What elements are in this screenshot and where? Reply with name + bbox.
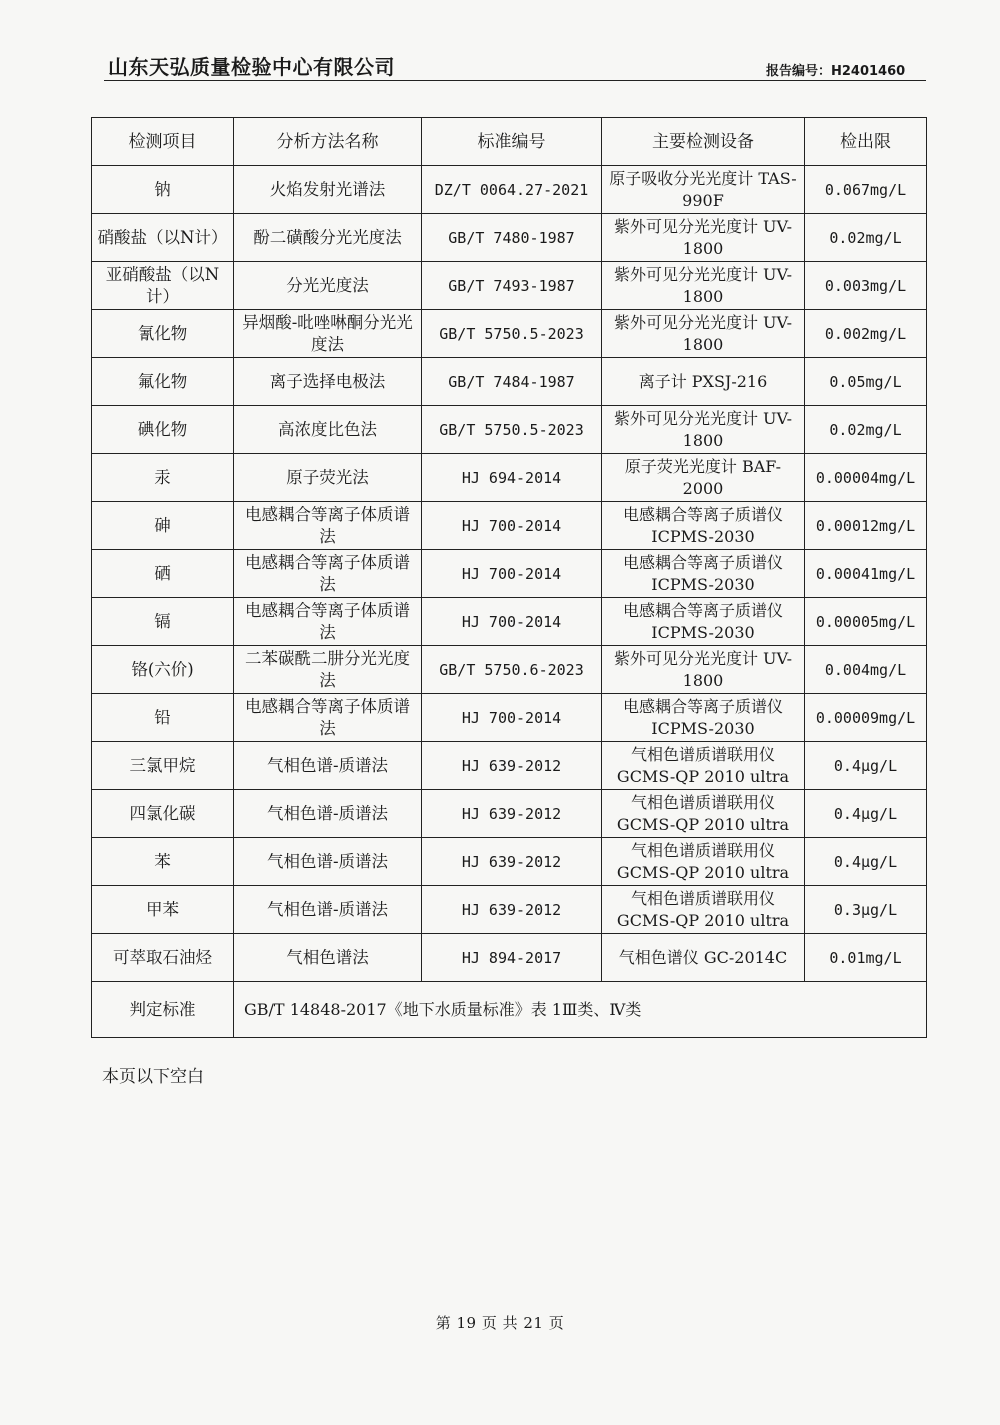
table-row xyxy=(92,262,927,310)
cell-method: 高浓度比色法 xyxy=(234,406,422,454)
column-header-limit: 检出限 xyxy=(805,118,927,166)
cell-test-item: 汞 xyxy=(92,454,234,502)
cell-test-item: 苯 xyxy=(92,838,234,886)
cell-test-item: 硒 xyxy=(92,550,234,598)
cell-equipment: 电感耦合等离子质谱仪 ICPMS-2030 xyxy=(602,550,805,598)
cell-test-item: 镉 xyxy=(92,598,234,646)
cell-detection-limit: 0.4μg/L xyxy=(805,742,927,790)
cell-test-item: 碘化物 xyxy=(92,406,234,454)
table-row xyxy=(92,358,927,406)
cell-detection-limit: 0.00009mg/L xyxy=(805,694,927,742)
cell-detection-limit: 0.3μg/L xyxy=(805,886,927,934)
column-header-equipment: 主要检测设备 xyxy=(602,118,805,166)
table-row xyxy=(92,502,927,550)
cell-equipment: 电感耦合等离子质谱仪 ICPMS-2030 xyxy=(602,598,805,646)
cell-standard: GB/T 7484-1987 xyxy=(422,358,602,406)
cell-test-item: 氟化物 xyxy=(92,358,234,406)
table-row xyxy=(92,310,927,358)
cell-standard: HJ 639-2012 xyxy=(422,838,602,886)
cell-standard: DZ/T 0064.27-2021 xyxy=(422,166,602,214)
cell-method: 分光光度法 xyxy=(234,262,422,310)
cell-equipment: 紫外可见分光光度计 UV-1800 xyxy=(602,262,805,310)
cell-method: 二苯碳酰二肼分光光度法 xyxy=(234,646,422,694)
table-row xyxy=(92,886,927,934)
cell-standard: HJ 700-2014 xyxy=(422,598,602,646)
cell-equipment: 气相色谱质谱联用仪 GCMS-QP 2010 ultra xyxy=(602,838,805,886)
table-header-row xyxy=(92,118,927,166)
cell-test-item: 砷 xyxy=(92,502,234,550)
cell-standard: GB/T 5750.6-2023 xyxy=(422,646,602,694)
table-row xyxy=(92,166,927,214)
cell-detection-limit: 0.00005mg/L xyxy=(805,598,927,646)
cell-equipment: 气相色谱质谱联用仪 GCMS-QP 2010 ultra xyxy=(602,886,805,934)
table-row xyxy=(92,790,927,838)
cell-detection-limit: 0.067mg/L xyxy=(805,166,927,214)
cell-test-item: 亚硝酸盐（以N计） xyxy=(92,262,234,310)
cell-test-item: 铬(六价) xyxy=(92,646,234,694)
cell-equipment: 紫外可见分光光度计 UV-1800 xyxy=(602,214,805,262)
cell-standard: HJ 639-2012 xyxy=(422,790,602,838)
cell-test-item: 甲苯 xyxy=(92,886,234,934)
company-name: 山东天弘质量检验中心有限公司 xyxy=(108,55,395,79)
cell-method: 离子选择电极法 xyxy=(234,358,422,406)
column-header-standard: 标准编号 xyxy=(422,118,602,166)
header-divider xyxy=(104,80,926,81)
judgement-label: 判定标准 xyxy=(92,982,234,1038)
cell-standard: HJ 700-2014 xyxy=(422,550,602,598)
cell-equipment: 气相色谱仪 GC-2014C xyxy=(602,934,805,982)
cell-standard: HJ 700-2014 xyxy=(422,694,602,742)
cell-method: 气相色谱-质谱法 xyxy=(234,838,422,886)
cell-standard: GB/T 5750.5-2023 xyxy=(422,406,602,454)
cell-detection-limit: 0.02mg/L xyxy=(805,214,927,262)
test-method-table xyxy=(91,117,927,1038)
cell-equipment: 紫外可见分光光度计 UV-1800 xyxy=(602,406,805,454)
cell-test-item: 四氯化碳 xyxy=(92,790,234,838)
cell-detection-limit: 0.4μg/L xyxy=(805,838,927,886)
cell-equipment: 原子荧光光度计 BAF-2000 xyxy=(602,454,805,502)
table-row xyxy=(92,550,927,598)
cell-equipment: 气相色谱质谱联用仪 GCMS-QP 2010 ultra xyxy=(602,790,805,838)
cell-method: 电感耦合等离子体质谱法 xyxy=(234,598,422,646)
cell-standard: HJ 694-2014 xyxy=(422,454,602,502)
cell-method: 气相色谱-质谱法 xyxy=(234,742,422,790)
cell-detection-limit: 0.004mg/L xyxy=(805,646,927,694)
cell-detection-limit: 0.4μg/L xyxy=(805,790,927,838)
table-row xyxy=(92,454,927,502)
table-row xyxy=(92,646,927,694)
cell-method: 气相色谱法 xyxy=(234,934,422,982)
table-row xyxy=(92,742,927,790)
blank-page-note: 本页以下空白 xyxy=(102,1067,204,1087)
report-number: 报告编号：H2401460 xyxy=(766,64,906,79)
cell-standard: HJ 894-2017 xyxy=(422,934,602,982)
cell-standard: HJ 700-2014 xyxy=(422,502,602,550)
cell-detection-limit: 0.002mg/L xyxy=(805,310,927,358)
table-row xyxy=(92,694,927,742)
cell-equipment: 离子计 PXSJ-216 xyxy=(602,358,805,406)
cell-test-item: 可萃取石油烃 xyxy=(92,934,234,982)
cell-test-item: 三氯甲烷 xyxy=(92,742,234,790)
cell-method: 气相色谱-质谱法 xyxy=(234,886,422,934)
cell-standard: HJ 639-2012 xyxy=(422,886,602,934)
cell-test-item: 铅 xyxy=(92,694,234,742)
cell-standard: GB/T 5750.5-2023 xyxy=(422,310,602,358)
cell-equipment: 紫外可见分光光度计 UV-1800 xyxy=(602,310,805,358)
column-header-method: 分析方法名称 xyxy=(234,118,422,166)
cell-test-item: 硝酸盐（以N计） xyxy=(92,214,234,262)
table-row xyxy=(92,934,927,982)
cell-equipment: 电感耦合等离子质谱仪 ICPMS-2030 xyxy=(602,694,805,742)
cell-method: 气相色谱-质谱法 xyxy=(234,790,422,838)
cell-equipment: 原子吸收分光光度计 TAS-990F xyxy=(602,166,805,214)
cell-method: 电感耦合等离子体质谱法 xyxy=(234,502,422,550)
judgement-value: GB/T 14848-2017《地下水质量标准》表 1Ⅲ类、Ⅳ类 xyxy=(234,982,927,1038)
cell-method: 原子荧光法 xyxy=(234,454,422,502)
cell-test-item: 钠 xyxy=(92,166,234,214)
cell-equipment: 电感耦合等离子质谱仪 ICPMS-2030 xyxy=(602,502,805,550)
cell-equipment: 紫外可见分光光度计 UV-1800 xyxy=(602,646,805,694)
cell-standard: GB/T 7493-1987 xyxy=(422,262,602,310)
cell-detection-limit: 0.01mg/L xyxy=(805,934,927,982)
table-row xyxy=(92,598,927,646)
cell-detection-limit: 0.05mg/L xyxy=(805,358,927,406)
cell-method: 电感耦合等离子体质谱法 xyxy=(234,694,422,742)
cell-detection-limit: 0.00012mg/L xyxy=(805,502,927,550)
cell-method: 电感耦合等离子体质谱法 xyxy=(234,550,422,598)
cell-detection-limit: 0.003mg/L xyxy=(805,262,927,310)
judgement-row xyxy=(92,982,927,1038)
cell-equipment: 气相色谱质谱联用仪 GCMS-QP 2010 ultra xyxy=(602,742,805,790)
cell-detection-limit: 0.02mg/L xyxy=(805,406,927,454)
page-number: 第 19 页 共 21 页 xyxy=(435,1314,565,1332)
column-header-item: 检测项目 xyxy=(92,118,234,166)
cell-method: 酚二磺酸分光光度法 xyxy=(234,214,422,262)
cell-detection-limit: 0.00004mg/L xyxy=(805,454,927,502)
cell-method: 异烟酸-吡唑啉酮分光光度法 xyxy=(234,310,422,358)
table-row xyxy=(92,406,927,454)
table-row xyxy=(92,838,927,886)
cell-standard: GB/T 7480-1987 xyxy=(422,214,602,262)
cell-test-item: 氰化物 xyxy=(92,310,234,358)
cell-standard: HJ 639-2012 xyxy=(422,742,602,790)
cell-detection-limit: 0.00041mg/L xyxy=(805,550,927,598)
cell-method: 火焰发射光谱法 xyxy=(234,166,422,214)
table-row xyxy=(92,214,927,262)
